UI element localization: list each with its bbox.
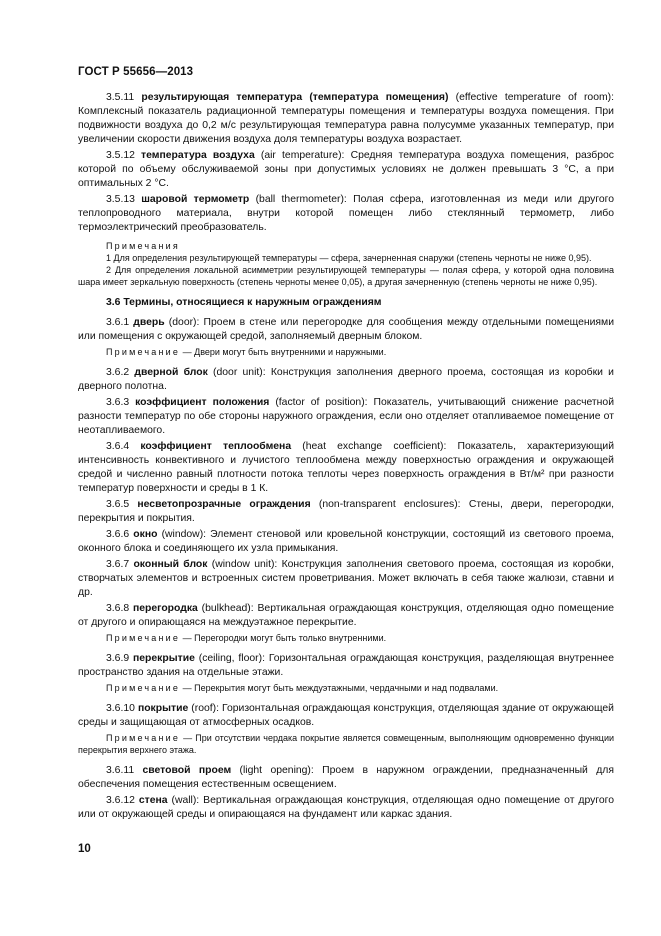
term-number: 3.6.2 (106, 367, 130, 378)
term-title: перекрытие (133, 653, 195, 664)
note-label: Примечание (106, 347, 181, 357)
term-number: 3.6.3 (106, 397, 130, 408)
term-3-6-6 (78, 528, 614, 556)
term-3-6-1 (78, 316, 614, 344)
term-definition: (factor of position): Показатель, учитывающий снижение расчетной разности температур по обе стороны наружного ограждения, если оно отделяет отапливаемое помещение от неотапливаемого. (78, 397, 614, 436)
term-3-6-5 (78, 498, 614, 526)
note-item: 1 Для определения результирующей температуры — сфера, зачерненная снаружи (степень черноты не ниже 0,95). (106, 253, 592, 263)
term-3-6-9 (78, 652, 614, 680)
term-definition: (ceiling, floor): Горизонтальная ограждающая конструкция, разделяющая внутреннее пространство здания на отдельные этажи. (78, 653, 614, 678)
term-3-6-7 (78, 558, 614, 600)
term-3-6-12 (78, 794, 614, 822)
term-definition: (door unit): Конструкция заполнения дверного проема, состоящая из коробки и дверного полотна. (78, 367, 614, 392)
term-number: 3.5.13 (106, 194, 135, 205)
term-3-5-11 (78, 91, 614, 147)
term-number: 3.6.7 (106, 559, 130, 570)
notes-heading: Примечания (106, 241, 180, 251)
note-text: — Перекрытия могут быть междуэтажными, чердачными и над подвалами. (180, 683, 499, 693)
term-number: 3.6.10 (106, 703, 135, 714)
note-label: Примечание (106, 683, 181, 693)
term-3-6-8 (78, 602, 614, 630)
term-definition: (window): Элемент стеновой или кровельной конструкции, состоящий из светового проема, оконного блока и соединяющего их узла примыкания. (78, 529, 614, 554)
term-title: шаровой термометр (141, 194, 250, 205)
term-title: оконный блок (133, 559, 208, 570)
term-definition: (heat exchange coefficient): Показатель, характеризующий интенсивность конвективного и лучистого теплообмена между поверхностью ограждения и окружающей средой и численно равный плотности потока теплоты через поверхность ограждения в Вт/м² при разности температур поверхности и среды в 1 К. (78, 441, 615, 494)
note-text: — При отсутствии чердака покрытие является совмещенным, выполняющим одновременно функции перекрытия верхнего этажа. (78, 733, 614, 755)
term-number: 3.6.5 (106, 499, 130, 510)
document-header: ГОСТ Р 55656—2013 (78, 66, 194, 78)
term-definition: (wall): Вертикальная ограждающая конструкция, отделяющая одно помещение от другого или от окружающей среды и опирающаяся на фундамент или каркас здания. (78, 795, 615, 820)
note-3-6-9 (78, 682, 614, 694)
term-number: 3.6.1 (106, 317, 130, 328)
term-title: перегородка (132, 603, 198, 614)
note-3-6-10 (78, 732, 614, 756)
term-3-5-12 (78, 149, 614, 191)
term-number: 3.6.8 (106, 603, 130, 614)
term-definition: (window unit): Конструкция заполнения светового проема, состоящая из коробки, створчатых элементов и встроенных систем проветривания. Может включать в себя также жалюзи, ставни и др. (78, 559, 614, 598)
term-definition: (roof): Горизонтальная ограждающая конструкция, отделяющая здание от окружающей среды и защищающая от атмосферных осадков. (78, 703, 614, 728)
term-title: несветопрозрачные ограждения (137, 499, 311, 510)
term-title: покрытие (137, 703, 189, 714)
term-title: результирующая температура (температура помещения) (141, 92, 449, 103)
term-number: 3.6.11 (106, 765, 135, 776)
document-body (78, 91, 614, 824)
term-definition: (light opening): Проем в наружном ограждении, предназначенный для обеспечения помещения естественным освещением. (78, 765, 614, 790)
term-title: температура воздуха (141, 150, 255, 161)
term-3-6-10 (78, 702, 614, 730)
term-number: 3.5.12 (106, 150, 135, 161)
note-text: — Перегородки могут быть только внутренними. (180, 633, 387, 643)
term-title: коэффициент положения (135, 397, 270, 408)
term-title: коэффициент теплообмена (140, 441, 292, 452)
note-item: 2 Для определения локальной асимметрии результирующей температуры — полая сфера, у которой одна половина шара имеет зеркальную поверхность (степень черноты менее 0,05), а другая зачерненную (степень черноты не ниже 0,95). (78, 265, 614, 287)
term-title: окно (133, 529, 158, 540)
term-3-6-2 (78, 366, 614, 394)
term-number: 3.6.12 (106, 795, 135, 806)
note-label: Примечание (106, 733, 181, 743)
term-definition: (non-transparent enclosures): Стены, двери, перегородки, перекрытия и покрытия. (78, 499, 615, 524)
term-title: дверной блок (134, 367, 208, 378)
term-definition: (ball thermometer): Полая сфера, изготовленная из меди или другого теплопроводного материала, внутри которой помещен либо стеклянный термометр, либо термоэлектрический преобразователь. (78, 194, 615, 233)
term-definition: (air temperature): Средняя температура воздуха помещения, разброс которой по объему обслуживаемой зоны при допустимых условиях не должен превышать 3 °C, а при оптимальных 2 °C. (78, 150, 614, 189)
term-3-5-13 (78, 193, 614, 235)
term-title: световой проем (142, 765, 232, 776)
note-label: Примечание (106, 633, 181, 643)
term-number: 3.5.11 (106, 92, 135, 103)
term-3-6-11 (78, 764, 614, 792)
term-definition: (effective temperature of room): Комплексный показатель радиационной температуры помещения и температуры воздуха помещения. При подвижности воздуха до 0,2 м/с результирующая температура равна полусумме указанных температур, при увеличении скорости движения воздуха доля температуры воздуха возрастает. (78, 92, 614, 145)
term-number: 3.6.4 (106, 441, 130, 452)
term-title: стена (138, 795, 168, 806)
term-3-6-4 (78, 440, 614, 496)
term-3-6-3 (78, 396, 614, 438)
note-3-6-8 (78, 632, 614, 644)
term-definition: (bulkhead): Вертикальная ограждающая конструкция, отделяющая одно помещение от другого и опирающаяся на междуэтажное перекрытие. (78, 603, 615, 628)
term-title: дверь (133, 317, 165, 328)
term-definition: (door): Проем в стене или перегородке для сообщения между отдельными помещениями или помещения с окружающей средой, заполняемый дверным блоком. (78, 317, 615, 342)
note-3-6-1 (78, 346, 614, 358)
section-heading: 3.6 Термины, относящиеся к наружным ограждениям (106, 297, 382, 308)
term-number: 3.6.9 (106, 653, 130, 664)
note-text: — Двери могут быть внутренними и наружными. (180, 347, 387, 357)
term-number: 3.6.6 (106, 529, 130, 540)
page-number: 10 (78, 843, 91, 855)
